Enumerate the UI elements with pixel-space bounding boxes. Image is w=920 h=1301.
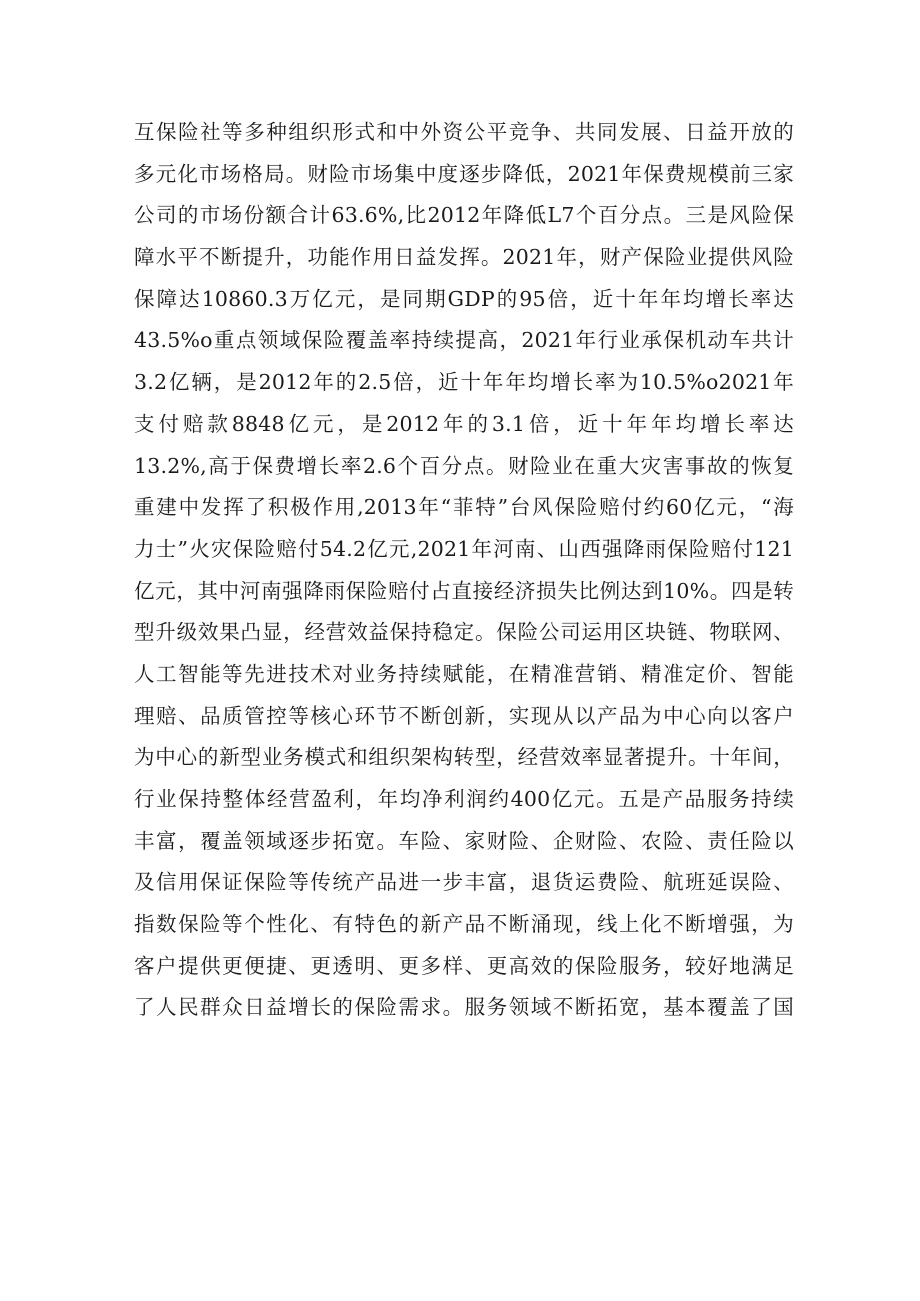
text-line: 重建中发挥了积极作用,2013年“菲特”台风保险赔付约60亿元，“海 xyxy=(134,495,794,520)
text-line: 43.5%o重点领域保险覆盖率持续提高，2021年行业承保机动车共计 xyxy=(134,328,794,353)
text-line: 3.2亿辆，是2012年的2.5倍，近十年年均增长率为10.5%o2021年 xyxy=(134,370,794,395)
text-line: 客户提供更便捷、更透明、更多样、更高效的保险服务，较好地满足 xyxy=(134,953,794,978)
text-line: 力士”火灾保险赔付54.2亿元,2021年河南、山西强降雨保险赔付121 xyxy=(134,536,794,561)
body-paragraph xyxy=(134,112,794,1029)
text-line: 障水平不断提升，功能作用日益发挥。2021年，财产保险业提供风险 xyxy=(134,245,794,270)
text-line: 及信用保证保险等传统产品进一步丰富，退货运费险、航班延误险、 xyxy=(134,870,794,895)
text-line: 人工智能等先进技术对业务持续赋能，在精准营销、精准定价、智能 xyxy=(134,661,794,686)
text-line: 13.2%,高于保费增长率2.6个百分点。财险业在重大灾害事故的恢复 xyxy=(134,453,794,478)
text-line: 亿元，其中河南强降雨保险赔付占直接经济损失比例达到10%。四是转 xyxy=(134,578,794,603)
text-line: 为中心的新型业务模式和组织架构转型，经营效率显著提升。十年间， xyxy=(134,745,794,770)
text-line: 型升级效果凸显，经营效益保持稳定。保险公司运用区块链、物联网、 xyxy=(134,620,794,645)
text-line: 保障达10860.3万亿元，是同期GDP的95倍，近十年年均增长率达 xyxy=(134,286,794,311)
text-line: 理赔、品质管控等核心环节不断创新，实现从以产品为中心向以客户 xyxy=(134,703,794,728)
text-line: 了人民群众日益增长的保险需求。服务领域不断拓宽，基本覆盖了国 xyxy=(134,995,794,1020)
text-line: 行业保持整体经营盈利，年均净利润约400亿元。五是产品服务持续 xyxy=(134,787,794,811)
text-line: 公司的市场份额合计63.6%,比2012年降低L7个百分点。三是风险保 xyxy=(134,203,794,228)
text-line: 支付赔款8848亿元，是2012年的3.1倍，近十年年均增长率达 xyxy=(134,411,794,436)
text-line: 互保险社等多种组织形式和中外资公平竞争、共同发展、日益开放的 xyxy=(134,120,794,144)
text-line: 丰富，覆盖领域逐步拓宽。车险、家财险、企财险、农险、责任险以 xyxy=(134,828,794,853)
text-line: 多元化市场格局。财险市场集中度逐步降低，2021年保费规模前三家 xyxy=(134,161,794,186)
text-line: 指数保险等个性化、有特色的新产品不断涌现，线上化不断增强，为 xyxy=(134,912,794,937)
